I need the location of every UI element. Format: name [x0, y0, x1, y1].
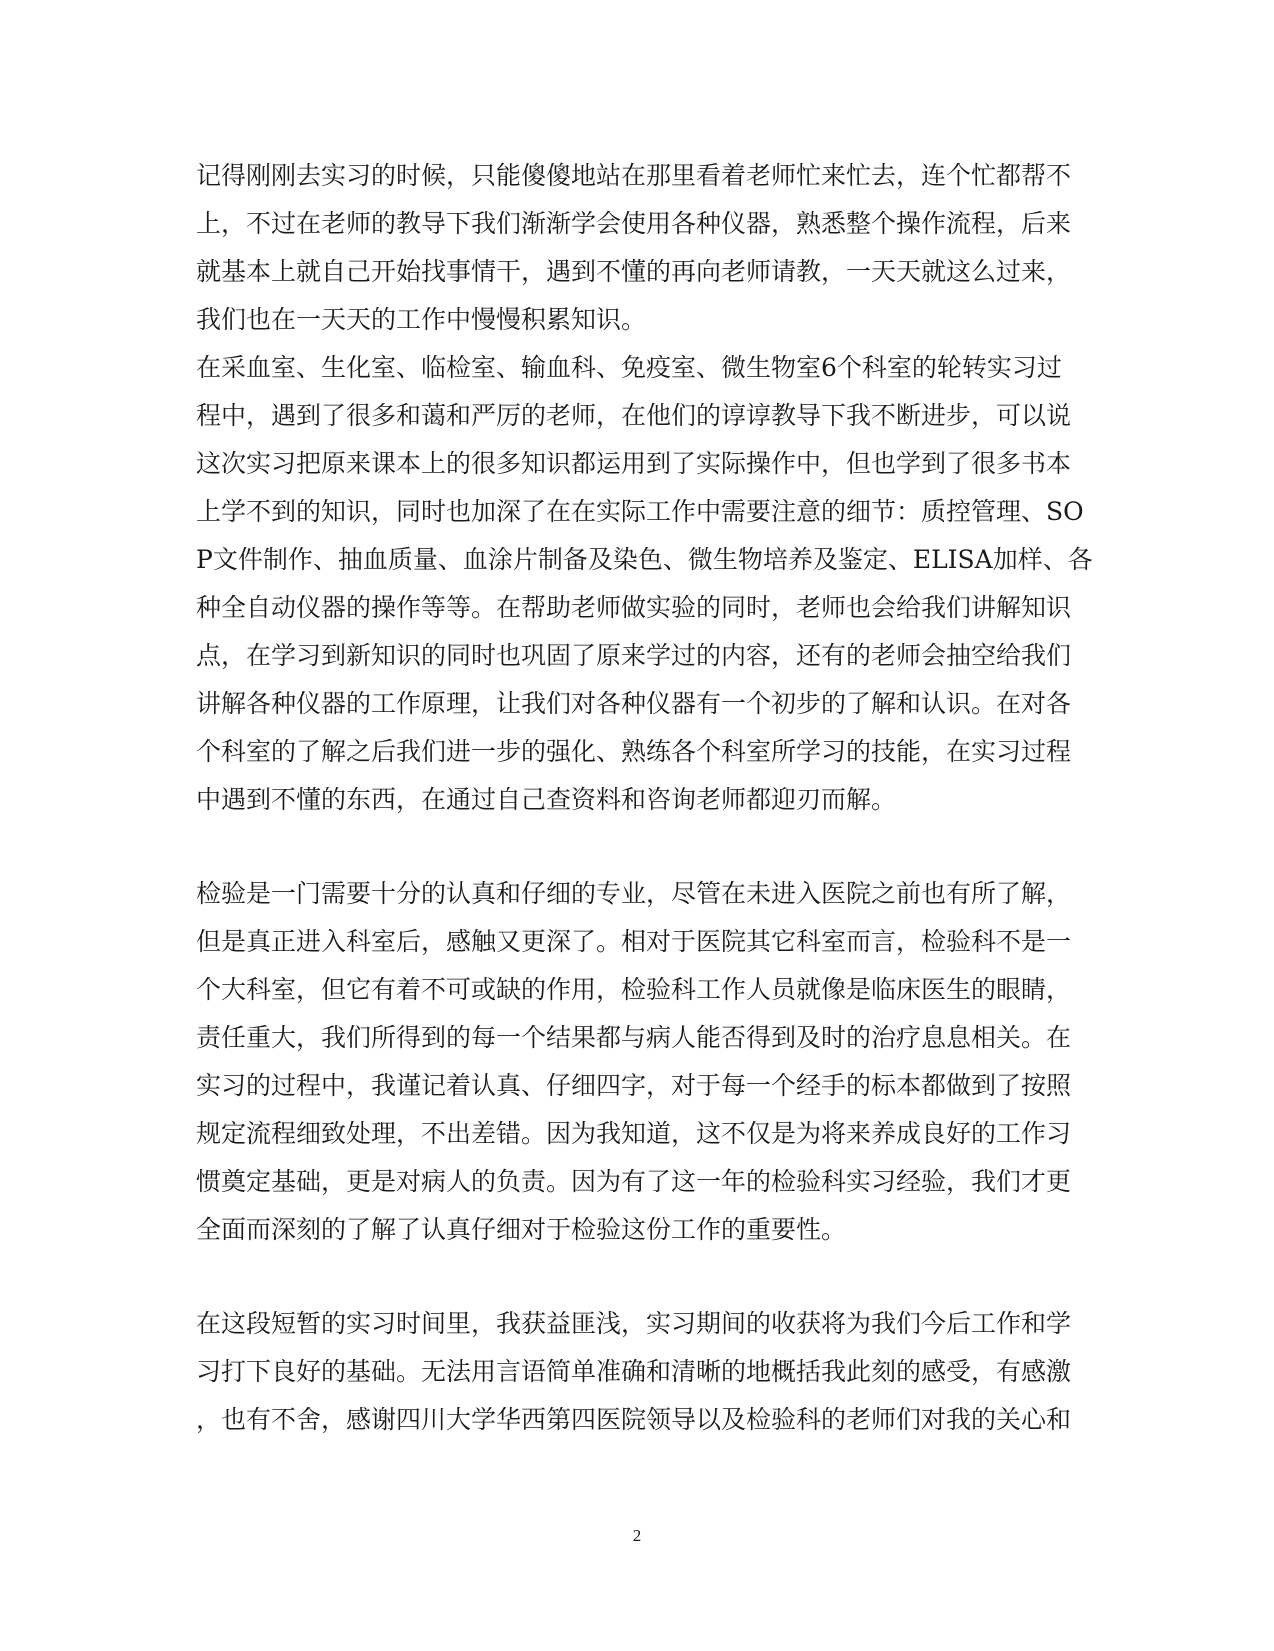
text-line: 责任重大，我们所得到的每一个结果都与病人能否得到及时的治疗息息相关。在	[196, 1023, 1072, 1052]
text-line: 种全自动仪器的操作等等。在帮助老师做实验的同时，老师也会给我们讲解知识	[196, 593, 1072, 622]
text-line: 上学不到的知识，同时也加深了在在实际工作中需要注意的细节：质控管理、SO	[196, 497, 1084, 526]
text-line: 实习的过程中，我谨记着认真、仔细四字，对于每一个经手的标本都做到了按照	[196, 1071, 1072, 1100]
text-line: 惯奠定基础，更是对病人的负责。因为有了这一年的检验科实习经验，我们才更	[196, 1167, 1072, 1196]
text-line: 个大科室，但它有着不可或缺的作用，检验科工作人员就像是临床医生的眼睛，	[196, 975, 1072, 1004]
text-line: 个科室的了解之后我们进一步的强化、熟练各个科室所学习的技能，在实习过程	[196, 737, 1072, 766]
text-line: 程中，遇到了很多和蔼和严厉的老师，在他们的谆谆教导下我不断进步，可以说	[196, 401, 1072, 430]
text-line: 检验是一门需要十分的认真和仔细的专业，尽管在未进入医院之前也有所了解，	[196, 879, 1072, 908]
text-line: 上，不过在老师的教导下我们渐渐学会使用各种仪器，熟悉整个操作流程，后来	[196, 209, 1072, 238]
text-line: 全面而深刻的了解了认真仔细对于检验这份工作的重要性。	[196, 1215, 847, 1244]
text-line: 点，在学习到新知识的同时也巩固了原来学过的内容，还有的老师会抽空给我们	[196, 641, 1072, 670]
text-line: 但是真正进入科室后，感触又更深了。相对于医院其它科室而言，检验科不是一	[196, 927, 1072, 956]
text-line: ，也有不舍，感谢四川大学华西第四医院领导以及检验科的老师们对我的关心和	[196, 1405, 1072, 1434]
text-line: P文件制作、抽血质量、血涂片制备及染色、微生物培养及鉴定、ELISA加样、各	[196, 545, 1093, 574]
text-line: 就基本上就自己开始找事情干，遇到不懂的再向老师请教，一天天就这么过来，	[196, 257, 1072, 286]
text-line: 记得刚刚去实习的时候，只能傻傻地站在那里看着老师忙来忙去，连个忙都帮不	[196, 161, 1072, 190]
text-line: 在采血室、生化室、临检室、输血科、免疫室、微生物室6个科室的轮转实习过	[196, 353, 1062, 382]
text-line: 讲解各种仪器的工作原理，让我们对各种仪器有一个初步的了解和认识。在对各	[196, 689, 1072, 718]
text-line: 这次实习把原来课本上的很多知识都运用到了实际操作中，但也学到了很多书本	[196, 449, 1072, 478]
text-line: 在这段短暂的实习时间里，我获益匪浅，实习期间的收获将为我们今后工作和学	[196, 1309, 1072, 1338]
text-line: 中遇到不懂的东西，在通过自己查资料和咨询老师都迎刃而解。	[196, 785, 897, 814]
page-number: 2	[632, 1526, 642, 1545]
text-line: 我们也在一天天的工作中慢慢积累知识。	[196, 305, 647, 334]
text-line: 习打下良好的基础。无法用言语简单准确和清晰的地概括我此刻的感受，有感激	[196, 1357, 1072, 1386]
text-line: 规定流程细致处理，不出差错。因为我知道，这不仅是为将来养成良好的工作习	[196, 1119, 1072, 1148]
